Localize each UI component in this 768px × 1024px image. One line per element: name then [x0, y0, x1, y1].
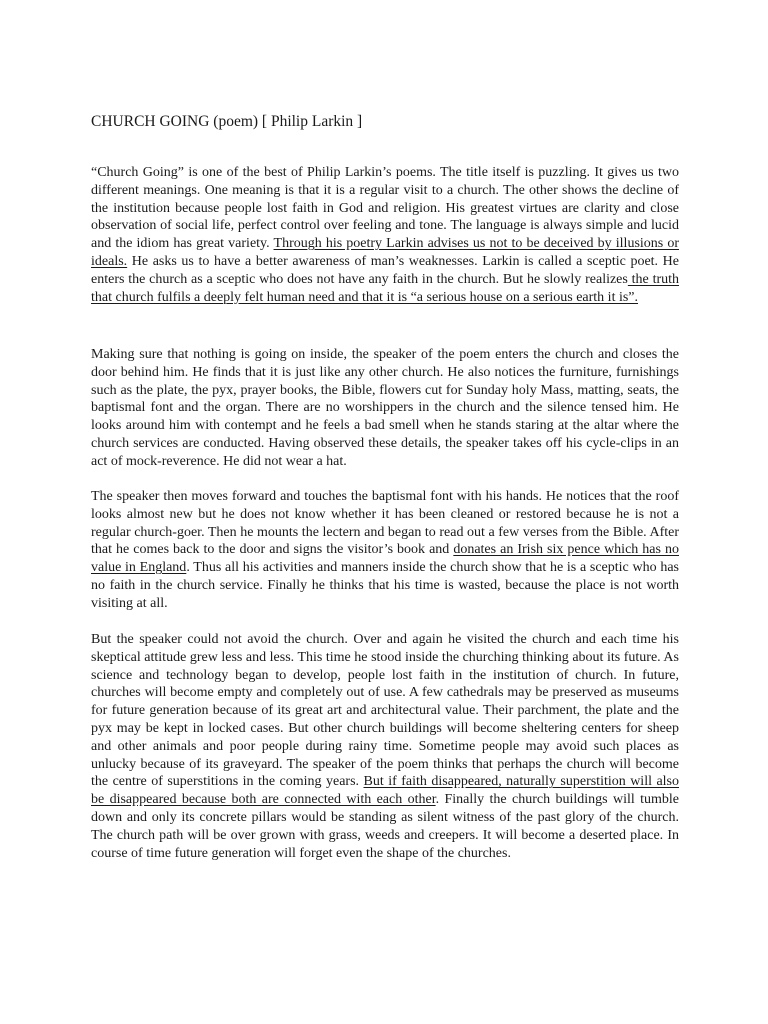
text-segment: Making sure that nothing is going on inside, the speaker of the poem enters the church and closes the door behind him. He finds that it is just like any other church. He also notices the furniture, furnishings such as the plate, the pyx, prayer books, the Bible, flowers cut for Sunday holy Mass, matting, seats, the baptismal font and the organ. There are no worshippers in the church and the silence tensed him. He looks around him with contempt and he feels a bad smell when he stands staring at the altar where the church services are conducted. Having observed these details, the speaker takes off his cycle-clips in an act of mock-reverence. He did not wear a hat. [91, 347, 679, 469]
paragraph-4 [91, 631, 679, 862]
text-segment: He asks us to have a better awareness of man’s weaknesses. Larkin is called a sceptic poet. He enters the church as a sceptic who does not have any faith in the church. But he slowly realizes [91, 253, 679, 287]
underlined-text: Through his poetry Larkin advises us not to be deceived by illusions or ideals. [91, 236, 680, 269]
underlined-text: the truth that church fulfils a deeply felt human need and that it is “a serious house on a serious earth it is”. [91, 271, 680, 305]
document-title: CHURCH GOING (poem) [ Philip Larkin ] [91, 113, 363, 130]
text-segment: But the speaker could not avoid the church. Over and again he visited the church and each time his skeptical attitude grew less and less. This time he stood inside the churching thinking about its future. As science and technology began to develop, people lost faith in the institution of church. In future, churches will become empty and completely out of use. A few cathedrals may be preserved as museums for future generation because of its great art and architectural value. Their parchment, the plate and the pyx may be kept in locked cases. But other church buildings will become sheltering centers for sheep and other animals and poor people during rainy time. Sometime people may avoid such places as unlucky because of its graveyard. The speaker of the poem thinks that perhaps the church will become the centre of superstitions in the coming years. [91, 632, 679, 790]
text-segment: “Church Going” is one of the best of Philip Larkin’s poems. The title itself is puzzling. It gives us two different meanings. One meaning is that it is a regular visit to a church. The other shows the decline of the institution because people lost faith in God and religion. His greatest virtues are clarity and close observation of social life, perfect control over feeling and tone. The language is always simple and lucid and the idiom has great variety. [91, 165, 679, 252]
paragraph-3 [91, 488, 679, 613]
underlined-text: donates an Irish six pence which has no value in England [91, 542, 679, 576]
paragraph-2 [91, 346, 679, 471]
text-segment: The speaker then moves forward and touches the baptismal font with his hands. He notices that the roof looks almost new but he does not know whether it has been cleaned or restored because he is not a regular church-goer. Then he mounts the lectern and began to read out a few verses from the Bible. After that he comes back to the door and signs the visitor’s book and [91, 489, 679, 558]
paragraph-1 [91, 164, 679, 306]
underlined-text: But if faith disappeared, naturally superstition will also be disappeared because both are connected with each other [91, 774, 680, 808]
text-segment: . Finally the church buildings will tumble down and only its concrete pillars would be standing as silent witness of the past glory of the church. The church path will be over grown with grass, weeds and creepers. It will become a deserted place. In course of time future generation will forget even the shape of the churches. [91, 792, 679, 861]
text-segment: . Thus all his activities and manners inside the church show that he is a sceptic who has no faith in the church service. Finally he thinks that his time is wasted, because the place is not worth visiting at all. [91, 560, 679, 611]
